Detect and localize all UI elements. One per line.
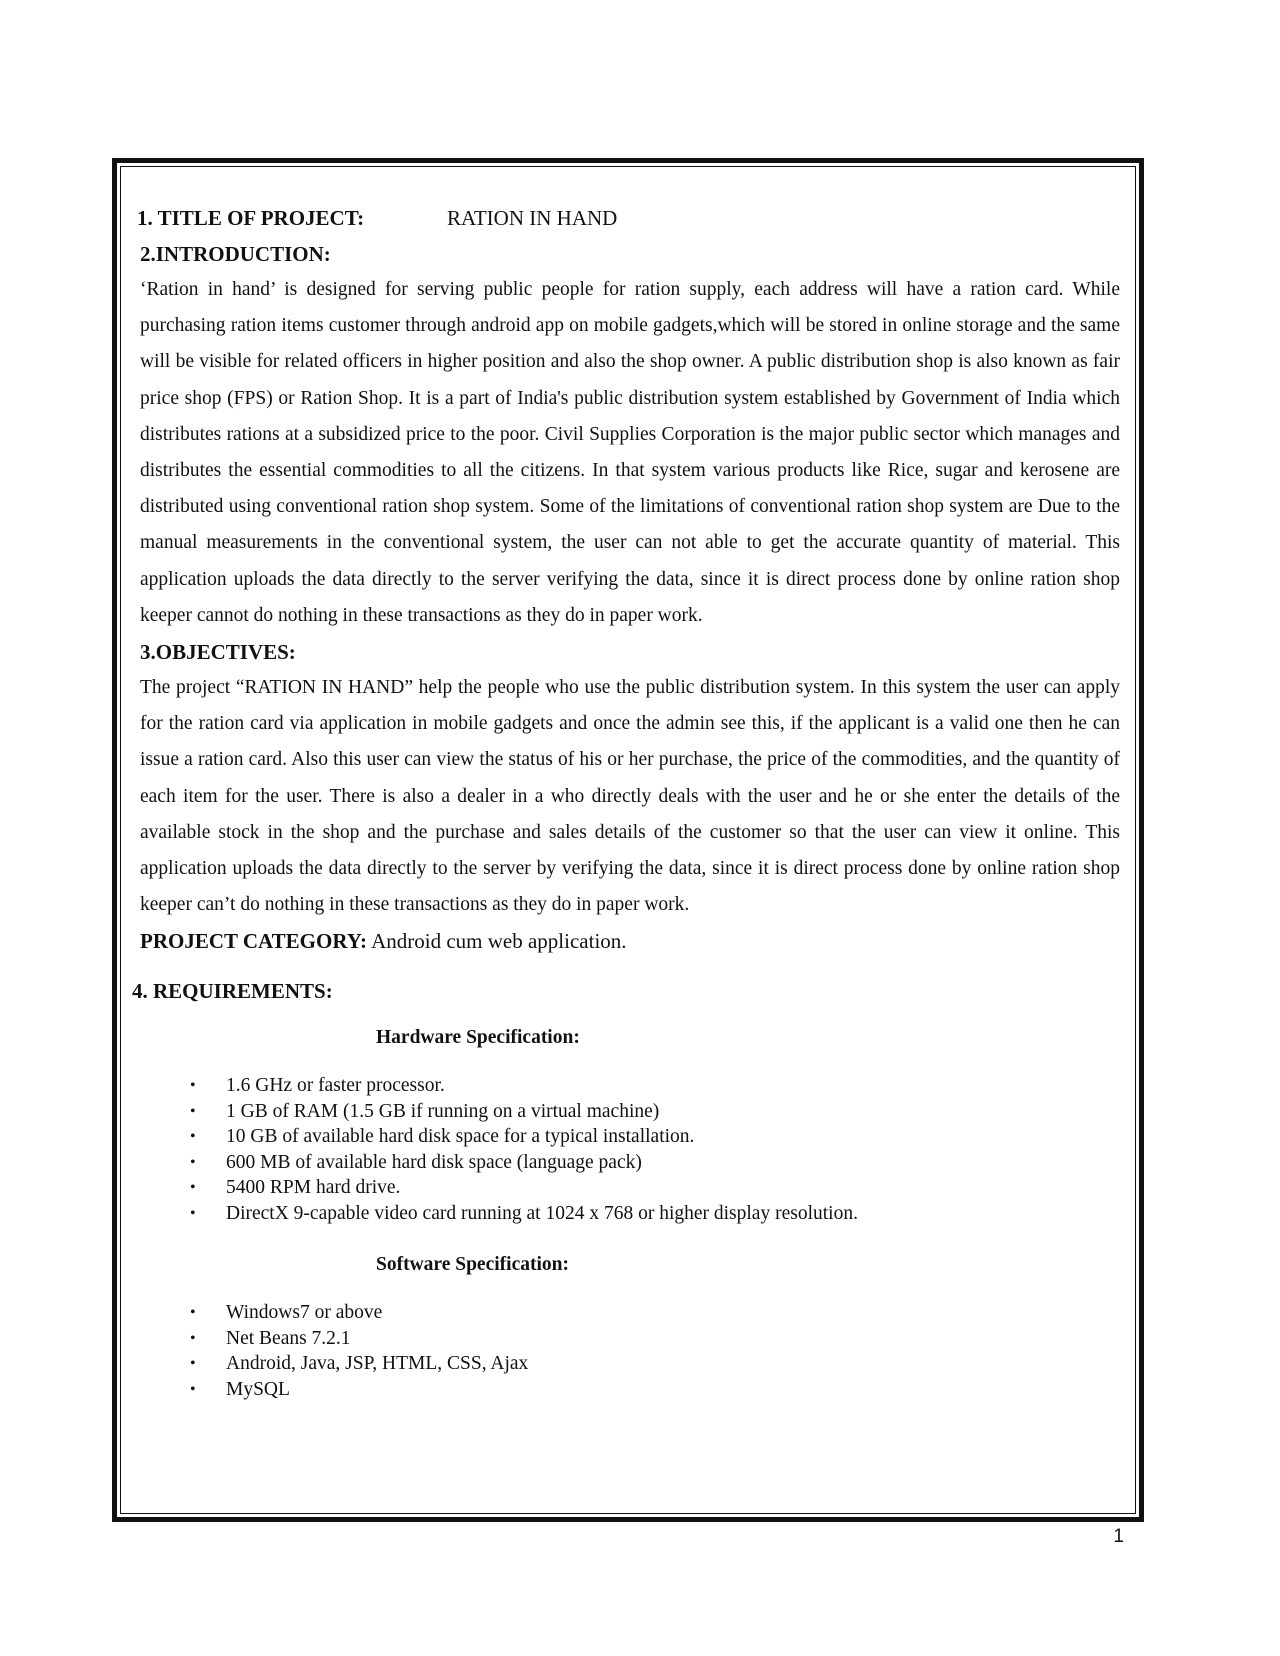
hardware-item: 1.6 GHz or faster processor.: [226, 1075, 445, 1097]
hardware-item: DirectX 9-capable video card running at 1024 x 768 or higher display resolution.: [226, 1202, 858, 1224]
software-item: MySQL: [226, 1378, 290, 1400]
project-category: [140, 923, 1120, 959]
list-item: [190, 1201, 1120, 1227]
hardware-item: 1 GB of RAM (1.5 GB if running on a virtual machine): [226, 1100, 660, 1122]
bullet-icon: •: [190, 1102, 196, 1120]
list-item: [190, 1099, 1120, 1125]
hardware-spec-list: [140, 1073, 1120, 1226]
bullet-icon: •: [190, 1153, 196, 1171]
project-category-label: PROJECT CATEGORY:: [140, 929, 367, 954]
objectives-paragraph: The project “RATION IN HAND” help the people who use the public distribution system. In this system the user can apply for the ration card via application in mobile gadgets and once the admin see this, if the applicant is a valid one then he can issue a ration card. Also this user can view the status of his or her purchase, the price of the commodities, and the quantity of each item for the user. There is also a dealer in a who directly deals with the user and he or she enter the details of the available stock in the shop and the purchase and sales details of the customer so that the user can view it online. This application uploads the data directly to the server by verifying the data, since it is direct process done by online ration shop keeper can’t do nothing in these transactions as they do in paper work.: [140, 677, 1120, 916]
page-number: 1: [1113, 1526, 1124, 1547]
introduction-heading: 2.INTRODUCTION:: [140, 242, 331, 266]
bullet-icon: •: [190, 1380, 196, 1398]
hardware-spec-heading: Hardware Specification:: [376, 1027, 580, 1049]
hardware-item: 10 GB of available hard disk space for a typical installation.: [226, 1126, 695, 1148]
hardware-item: 600 MB of available hard disk space (language pack): [226, 1151, 642, 1173]
list-item: [190, 1175, 1120, 1201]
project-category-value: Android cum web application.: [371, 929, 627, 954]
bullet-icon: •: [190, 1329, 196, 1347]
bullet-icon: •: [190, 1077, 196, 1095]
project-title: [137, 200, 1120, 236]
software-spec-heading: Software Specification:: [376, 1254, 569, 1276]
bullet-icon: •: [190, 1179, 196, 1197]
objectives-heading: 3.OBJECTIVES:: [140, 640, 296, 665]
project-title-label: 1. TITLE OF PROJECT:: [137, 206, 365, 230]
list-item: [190, 1351, 1120, 1377]
list-item: [190, 1300, 1120, 1326]
software-item: Android, Java, JSP, HTML, CSS, Ajax: [226, 1353, 529, 1375]
project-title-value: RATION IN HAND: [447, 206, 618, 230]
list-item: [190, 1124, 1120, 1150]
list-item: [190, 1073, 1120, 1099]
software-item: Windows7 or above: [226, 1302, 383, 1324]
hardware-item: 5400 RPM hard drive.: [226, 1177, 401, 1199]
software-item: Net Beans 7.2.1: [226, 1327, 351, 1349]
bullet-icon: •: [190, 1304, 196, 1322]
list-item: [190, 1326, 1120, 1352]
bullet-icon: •: [190, 1204, 196, 1222]
software-spec-list: [140, 1300, 1120, 1402]
bullet-icon: •: [190, 1128, 196, 1146]
introduction-paragraph: ‘Ration in hand’ is designed for serving public people for ration supply, each address will have a ration card. While purchasing ration items customer through android app on mobile gadgets,which will be stored in online storage and the same will be visible for related officers in higher position and also the shop owner. A public distribution shop is also known as fair price shop (FPS) or Ration Shop. It is a part of India's public distribution system established by Government of India which distributes rations at a subsidized price to the poor. Civil Supplies Corporation is the major public sector which manages and distributes the essential commodities to all the citizens. In that system various products like Rice, sugar and kerosene are distributed using conventional ration shop system. Some of the limitations of conventional ration shop system are Due to the manual measurements in the conventional system, the user can not able to get the accurate quantity of material. This application uploads the data directly to the server verifying the data, since it is direct process done by online ration shop keeper cannot do nothing in these transactions as they do in paper work.: [140, 279, 1120, 626]
document-content: [132, 200, 1120, 1402]
requirements-heading: 4. REQUIREMENTS:: [132, 979, 333, 1004]
bullet-icon: •: [190, 1355, 196, 1373]
list-item: [190, 1377, 1120, 1403]
list-item: [190, 1150, 1120, 1176]
